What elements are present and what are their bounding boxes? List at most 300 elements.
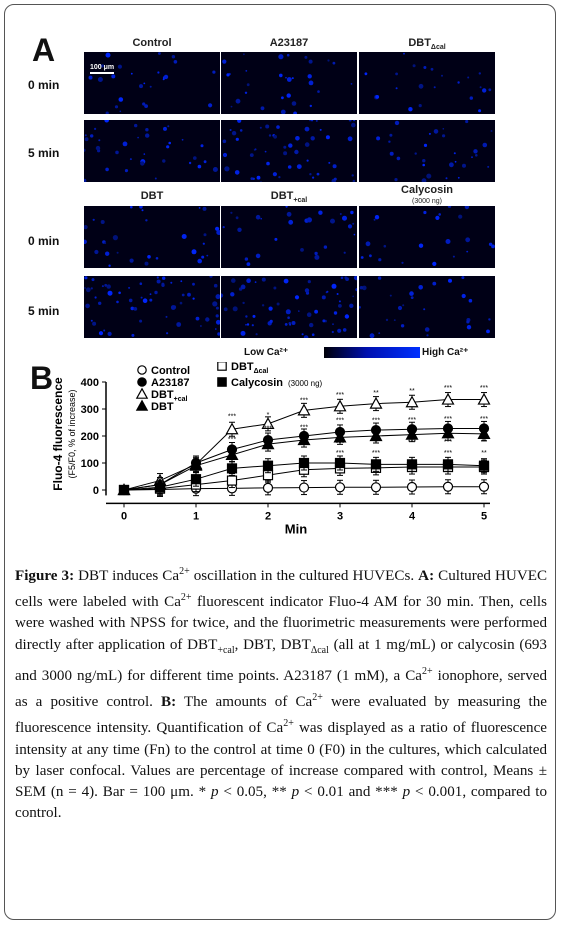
cell-dot <box>295 136 300 141</box>
cell-dot <box>262 278 266 282</box>
cell-dot <box>467 325 471 329</box>
caption-italic-p: p <box>210 784 219 800</box>
row-label-5min-bottom: 5 min <box>28 304 60 318</box>
cell-dot <box>161 283 164 286</box>
significance-marker: *** <box>263 425 273 433</box>
cell-dot <box>345 277 349 281</box>
legend-marker <box>137 389 147 398</box>
cell-dot <box>462 164 466 168</box>
cell-dot <box>461 276 464 279</box>
cell-dot <box>466 320 469 323</box>
cell-dot <box>242 302 244 304</box>
cell-dot <box>145 128 148 131</box>
cell-dot <box>462 294 466 298</box>
col-label-dbt: DBT <box>140 190 164 202</box>
significance-marker: *** <box>335 449 345 457</box>
data-point <box>443 394 454 404</box>
cell-dot <box>309 60 313 64</box>
cell-dot <box>204 233 207 236</box>
cell-dot <box>105 252 109 256</box>
caption-text: The amounts of Ca <box>176 694 313 711</box>
cell-dot <box>252 324 254 326</box>
cell-dot <box>287 93 291 97</box>
cell-dot <box>465 120 468 123</box>
cell-dot <box>254 149 256 151</box>
cell-dot <box>339 300 341 302</box>
cell-dot <box>115 105 118 108</box>
cell-dot <box>141 297 143 299</box>
cell-dot <box>182 139 184 141</box>
cell-dot <box>276 125 280 129</box>
cell-dot <box>221 293 223 297</box>
cell-dot <box>163 78 165 80</box>
significance-marker: ** <box>373 439 379 447</box>
cell-dot <box>308 280 311 283</box>
micrograph-dbt-cal-5 <box>221 276 357 338</box>
cell-dot <box>293 112 297 115</box>
cell-dot <box>374 219 376 221</box>
cell-dot <box>419 104 422 107</box>
cell-dot <box>286 309 291 314</box>
cell-dot <box>431 68 434 71</box>
cell-dot <box>394 178 397 181</box>
cell-dot <box>408 107 412 111</box>
cell-dot <box>107 284 111 288</box>
cell-dot <box>389 134 392 137</box>
cell-dot <box>466 251 468 253</box>
cell-dot <box>269 134 271 136</box>
data-point <box>480 482 489 491</box>
cell-dot <box>288 220 293 225</box>
significance-marker: *** <box>227 456 237 464</box>
cell-dot <box>360 286 363 289</box>
cell-dot <box>247 323 249 325</box>
cell-dot <box>108 332 112 336</box>
data-point <box>408 483 417 492</box>
cell-dot <box>115 151 119 155</box>
cell-dot <box>446 239 451 244</box>
cell-dot <box>295 295 299 299</box>
cell-dot <box>353 180 356 182</box>
cell-dot <box>402 304 404 306</box>
data-point <box>120 486 129 495</box>
cell-dot <box>130 158 132 160</box>
fluorescence-chart <box>0 362 562 537</box>
cell-dot <box>422 178 427 182</box>
cell-dot <box>106 53 111 58</box>
cell-dot <box>256 254 261 259</box>
significance-marker: ** <box>481 439 487 447</box>
cell-dot <box>157 280 161 284</box>
cell-dot <box>332 284 337 289</box>
cell-dot <box>92 278 95 281</box>
x-tick-label: 5 <box>480 510 488 523</box>
caption-text: fluorescent indicator Fluo-4 AM for 30 min. Then, cells were washed with NPSS for twice, and the fluorimetric measurements were performed directly after application of DBT <box>15 594 547 653</box>
cell-dot <box>212 71 215 74</box>
cell-dot <box>256 333 258 335</box>
cell-dot <box>289 322 292 325</box>
cell-dot <box>370 333 375 338</box>
cell-dot <box>139 84 143 88</box>
cell-dot <box>455 161 457 163</box>
cell-dot <box>270 320 273 323</box>
cell-dot <box>104 284 107 287</box>
significance-marker: *** <box>443 449 453 457</box>
cell-dot <box>349 120 352 122</box>
cell-dot <box>253 315 256 318</box>
cell-dot <box>426 174 431 179</box>
cell-dot <box>144 153 146 155</box>
cell-dot <box>232 131 236 135</box>
cell-dot <box>198 165 202 169</box>
caption-text: oscillation in the cultured HUVECs. <box>189 568 419 585</box>
cell-dot <box>429 133 431 135</box>
cell-dot <box>240 129 243 132</box>
cell-dot <box>384 245 387 248</box>
data-point <box>264 483 273 492</box>
cell-dot <box>448 279 452 283</box>
cell-dot <box>307 312 312 317</box>
cell-dot <box>314 252 317 255</box>
cell-dot <box>199 207 201 209</box>
cell-dot <box>174 60 178 64</box>
col-label-text: DBT <box>270 190 294 202</box>
cell-dot <box>117 252 119 254</box>
cell-dot <box>310 105 312 107</box>
significance-marker: *** <box>371 417 381 425</box>
cell-dot <box>236 138 239 141</box>
cell-dot <box>413 64 416 67</box>
cell-dot <box>488 88 491 91</box>
cell-dot <box>166 332 168 334</box>
cell-dot <box>216 307 219 310</box>
cell-dot <box>196 317 200 321</box>
cell-dot <box>307 217 312 222</box>
data-point <box>300 459 309 468</box>
cell-dot <box>287 77 292 82</box>
x-axis-label: Min <box>284 521 308 537</box>
caption-text: < 0.01 and *** <box>299 784 403 800</box>
caption-text: DBT induces Ca <box>74 568 180 585</box>
cell-dot <box>245 315 247 317</box>
cell-dot <box>378 332 380 334</box>
caption-sub: +cal <box>217 644 235 656</box>
cell-dot <box>426 334 428 336</box>
cell-dot <box>473 149 477 153</box>
cell-dot <box>292 77 294 79</box>
cell-dot <box>388 141 390 143</box>
panel-b-letter: B <box>30 360 54 396</box>
cell-dot <box>332 323 334 325</box>
cell-dot <box>157 276 159 278</box>
x-tick-label: 1 <box>192 510 200 523</box>
cell-dot <box>348 224 352 228</box>
y-axis-label: Fluo-4 fluorescence <box>51 377 65 491</box>
cell-dot <box>95 296 97 298</box>
cell-dot <box>308 74 312 78</box>
cell-dot <box>223 226 225 228</box>
row-label-0min-bottom: 0 min <box>28 234 60 248</box>
cell-dot <box>390 152 394 156</box>
significance-marker: ** <box>409 387 415 395</box>
cell-dot <box>84 287 86 289</box>
cell-dot <box>279 74 283 78</box>
cell-dot <box>294 150 298 154</box>
cell-dot <box>328 162 330 164</box>
cell-dot <box>216 294 221 299</box>
data-point <box>372 483 381 492</box>
cell-dot <box>131 73 133 75</box>
cell-dot <box>245 324 247 326</box>
micrograph-a23187-0 <box>221 52 357 114</box>
cell-dot <box>422 159 425 162</box>
cell-dot <box>442 134 445 137</box>
cell-dot <box>369 254 372 257</box>
cell-dot <box>333 62 336 65</box>
x-tick-label: 4 <box>408 510 416 523</box>
cell-dot <box>338 304 342 308</box>
cell-dot <box>163 127 167 131</box>
col-label-a23187: A23187 <box>269 37 309 49</box>
cell-dot <box>434 129 439 134</box>
caption-text: ionophore, served as a positive control. <box>15 667 547 711</box>
cell-dot <box>150 293 152 295</box>
cell-dot <box>182 234 187 239</box>
cell-dot <box>309 81 314 86</box>
cell-dot <box>443 128 445 130</box>
col-label-sub: Δcal <box>430 44 446 52</box>
cell-dot <box>487 166 489 168</box>
cell-dot <box>479 72 481 74</box>
legend-note: (3000 ng) <box>287 379 323 388</box>
cell-dot <box>142 209 144 211</box>
cell-dot <box>139 206 143 209</box>
cell-dot <box>438 213 441 216</box>
cell-dot <box>314 310 318 314</box>
col-label-dbt-cal <box>221 190 357 204</box>
caption-panel-a: A: <box>418 568 435 585</box>
micrograph-dbt-5 <box>84 276 220 338</box>
legend-label: Calycosin (3000 ng) <box>231 377 323 389</box>
cell-dot <box>162 159 165 162</box>
cell-dot <box>216 320 220 325</box>
cell-dot <box>457 81 459 83</box>
cell-dot <box>108 265 110 267</box>
cell-dot <box>233 306 238 311</box>
cell-dot <box>278 54 283 59</box>
data-point <box>372 460 381 469</box>
cell-dot <box>483 143 488 148</box>
cell-dot <box>104 242 106 244</box>
cell-dot <box>256 215 261 220</box>
cell-dot <box>261 106 265 110</box>
cell-dot <box>449 162 454 167</box>
cell-dot <box>193 298 195 300</box>
data-point <box>479 394 490 404</box>
cell-dot <box>341 277 344 280</box>
cell-dot <box>398 306 402 310</box>
cell-dot <box>134 124 137 127</box>
legend-marker <box>138 378 146 386</box>
data-point <box>192 475 201 484</box>
cell-dot <box>101 220 105 224</box>
cell-dot <box>189 162 191 164</box>
cell-dot <box>471 156 473 158</box>
cell-dot <box>265 125 269 129</box>
cell-dot <box>192 249 197 254</box>
cell-dot <box>418 285 423 290</box>
data-point <box>300 483 309 492</box>
caption-sup: 2+ <box>283 718 294 730</box>
data-point <box>264 461 273 470</box>
colorbar-low-label: Low Ca²⁺ <box>244 347 289 358</box>
cell-dot <box>349 304 353 308</box>
cell-dot <box>348 136 353 141</box>
col-label-calycosin <box>359 185 495 207</box>
micrograph-calycosin-0 <box>359 206 495 268</box>
cell-dot <box>103 330 105 332</box>
cell-dot <box>322 319 325 322</box>
cell-dot <box>156 257 159 260</box>
x-tick-label: 0 <box>120 510 128 523</box>
cell-dot <box>448 206 451 208</box>
cell-dot <box>130 259 134 263</box>
cell-dot <box>305 288 309 292</box>
cell-dot <box>304 335 309 338</box>
y-tick-label: 100 <box>80 458 99 470</box>
cell-dot <box>273 172 277 176</box>
caption-figure-label: Figure 3: <box>15 568 75 585</box>
cell-dot <box>158 52 161 55</box>
cell-dot <box>197 259 202 264</box>
legend-label: $DBT_{\Delta cal}$ <box>231 362 269 375</box>
cell-dot <box>162 277 165 280</box>
cell-dot <box>131 334 134 337</box>
significance-marker: *** <box>407 439 417 447</box>
cell-dot <box>172 305 176 309</box>
cell-dot <box>351 83 353 85</box>
cell-dot <box>403 53 405 55</box>
cell-dot <box>318 211 322 215</box>
legend-marker <box>218 362 226 370</box>
legend-label: DBT <box>151 401 174 413</box>
cell-dot <box>395 73 398 76</box>
cell-dot <box>137 137 139 139</box>
cell-dot <box>145 133 149 137</box>
significance-marker: *** <box>299 424 309 432</box>
data-point <box>228 464 237 473</box>
cell-dot <box>236 99 241 104</box>
cell-dot <box>200 325 202 327</box>
cell-dot <box>170 282 172 284</box>
cell-dot <box>326 135 330 139</box>
caption-text: Cultured HUVEC cells were labeled with Ca <box>15 568 548 611</box>
significance-marker: *** <box>299 440 309 448</box>
cell-dot <box>123 142 128 147</box>
cell-dot <box>277 303 280 306</box>
cell-dot <box>469 299 473 303</box>
legend-marker <box>218 378 226 386</box>
micrograph-calycosin-5 <box>359 276 495 338</box>
cell-dot <box>378 258 381 261</box>
cell-dot <box>106 112 109 115</box>
data-point <box>336 483 345 492</box>
micrograph-dbt-0 <box>84 206 220 268</box>
cell-dot <box>273 135 277 139</box>
cell-dot <box>145 219 147 221</box>
cell-dot <box>352 223 354 225</box>
cell-dot <box>411 296 414 299</box>
cell-dot <box>230 129 232 131</box>
data-point <box>444 482 453 491</box>
colorbar-high-label: High Ca²⁺ <box>422 347 469 358</box>
cell-dot <box>205 317 209 321</box>
cell-dot <box>375 95 379 99</box>
cell-dot <box>143 298 148 303</box>
cell-dot <box>309 120 311 121</box>
cell-dot <box>193 156 197 160</box>
cell-dot <box>419 84 424 89</box>
cell-dot <box>345 314 349 318</box>
significance-marker: *** <box>407 416 417 424</box>
significance-marker: *** <box>443 439 453 447</box>
cell-dot <box>129 299 133 303</box>
cell-dot <box>326 291 328 293</box>
cell-dot <box>334 178 337 181</box>
cell-dot <box>216 314 219 317</box>
cell-dot <box>149 299 152 302</box>
cell-dot <box>98 302 101 305</box>
micrograph-control-5 <box>84 120 220 182</box>
cell-dot <box>309 173 311 175</box>
cell-dot <box>201 256 204 259</box>
cell-dot <box>320 129 322 131</box>
cell-dot <box>230 292 234 296</box>
cell-dot <box>94 250 98 254</box>
cell-dot <box>187 293 191 297</box>
cell-dot <box>409 291 414 296</box>
cell-dot <box>92 322 96 326</box>
cell-dot <box>344 252 346 254</box>
col-label-control: Control <box>132 37 172 49</box>
cell-dot <box>333 164 337 168</box>
cell-dot <box>292 321 296 325</box>
cell-dot <box>245 92 247 94</box>
cell-dot <box>305 142 310 147</box>
cell-dot <box>130 206 133 208</box>
col-label-text: Calycosin <box>401 184 453 196</box>
cell-dot <box>84 179 86 182</box>
cell-dot <box>102 285 104 287</box>
legend-sub: +cal <box>173 396 188 403</box>
cell-dot <box>257 176 261 180</box>
cell-dot <box>140 161 144 165</box>
cell-dot <box>287 54 290 57</box>
cell-dot <box>365 72 368 75</box>
cell-dot <box>283 151 287 155</box>
cell-dot <box>237 228 241 232</box>
significance-marker: ** <box>481 449 487 457</box>
cell-dot <box>274 238 277 241</box>
cell-dot <box>386 319 388 321</box>
significance-marker: *** <box>479 385 489 393</box>
cell-dot <box>224 166 229 171</box>
cell-dot <box>309 323 313 327</box>
cell-dot <box>237 120 241 123</box>
caption-text: < 0.001, compared to control. <box>15 784 547 822</box>
cell-dot <box>314 255 319 260</box>
cell-dot <box>285 323 288 326</box>
